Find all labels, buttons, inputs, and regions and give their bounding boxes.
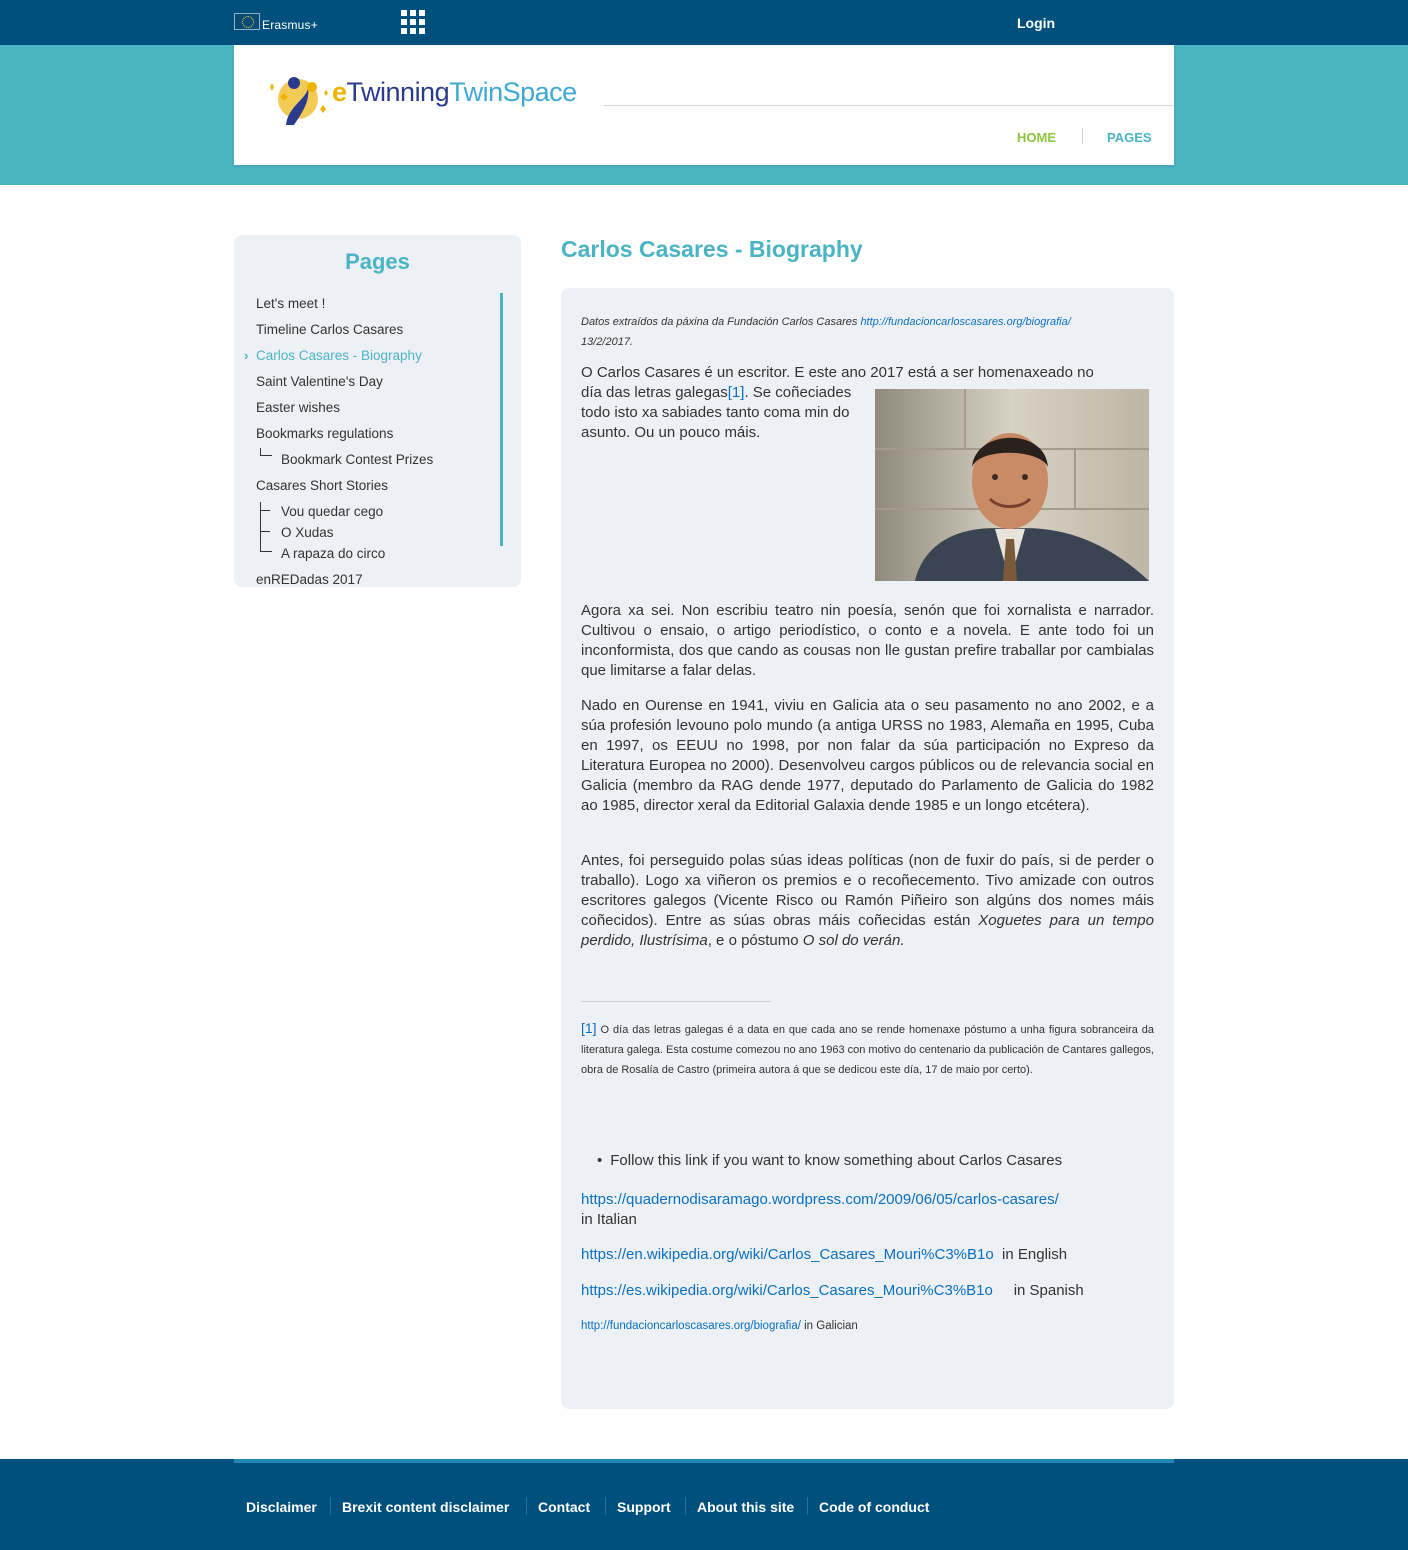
tree-connector <box>260 448 272 456</box>
sidebar-item-easter[interactable]: Easter wishes <box>256 400 341 415</box>
footnote-divider <box>581 1001 771 1002</box>
sidebar-subitem-bookmark-prizes[interactable]: Bookmark Contest Prizes <box>281 452 434 467</box>
footer-separator <box>807 1497 808 1515</box>
nav-separator <box>1082 128 1083 144</box>
sidebar-item-bookmarks[interactable]: Bookmarks regulations <box>256 426 394 441</box>
footer-separator <box>526 1497 527 1515</box>
sidebar-item-lets-meet[interactable]: Let's meet ! <box>256 296 326 311</box>
top-bar <box>0 0 1408 45</box>
nav-home[interactable]: HOME <box>1017 130 1056 145</box>
sidebar-item-short-stories[interactable]: Casares Short Stories <box>256 478 389 493</box>
link-italian-language: in Italian <box>581 1211 637 1228</box>
link-italian-url[interactable]: https://quadernodisaramago.wordpress.com/2009/06/05/carlos-casares/ <box>581 1191 1059 1208</box>
tree-connector <box>260 523 272 544</box>
works-text-b: , e o póstumo <box>707 932 803 949</box>
link-italian <box>581 1190 1059 1230</box>
source-note <box>581 312 1154 352</box>
works-text-a: Antes, foi perseguido polas súas ideas políticas (non de fuxir do país, si de perder o traballo). Logo xa viñeron os premios e o recoñecemento. Tivo amizade con outros escritores galegos (Vicente Risco ou Ramón Piñeiro son algúns dos nomes máis coñecidos). Entre as súas obras máis coñecidas están <box>581 852 1154 929</box>
link-english-language: in English <box>1002 1246 1068 1263</box>
etwinning-logo-icon <box>258 67 338 129</box>
tree-connector <box>260 544 272 552</box>
link-spanish-url[interactable]: https://es.wikipedia.org/wiki/Carlos_Casares_Mouri%C3%B1o <box>581 1282 993 1299</box>
footnote <box>581 1018 1154 1080</box>
intro-text-a: día das letras galegas <box>581 384 728 401</box>
tree-connector <box>260 502 272 523</box>
footnote-text: O día das letras galegas é a data en que cada ano se rende homenaxe póstumo a unha figura sobranceira da literatura galega. Esta costume comezou no ano 1963 con motivo do centenario da publicación de Cantares gallegos, obra de Rosalía de Castro (primeira autora á que se dedicou este día, 17 de maio por certo). <box>581 1024 1154 1076</box>
sidebar-title: Pages <box>345 249 410 274</box>
footer <box>0 1459 1408 1550</box>
footer-link-support[interactable]: Support <box>617 1499 671 1515</box>
link-galician-language: in Galician <box>804 1320 858 1332</box>
follow-link-bullet: • Follow this link if you want to know something about Carlos Casares <box>597 1152 1062 1169</box>
intro-text <box>581 383 871 443</box>
paragraph-career: Agora xa sei. Non escribiu teatro nin poesía, senón que foi xornalista e narrador. Cultivou o ensaio, o artigo periodístico, o conto e a novela. E ante todo foi un inconformista, dos que cando as cousas non lle gustan prefire traballar por cambialas que limitarse a falar delas. <box>581 602 1154 679</box>
erasmus-label[interactable]: Erasmus+ <box>262 18 318 32</box>
sidebar-item-biography[interactable]: Carlos Casares - Biography <box>256 348 422 363</box>
paragraph-works <box>581 851 1154 951</box>
footer-accent-rule <box>234 1459 1174 1463</box>
footer-link-contact[interactable]: Contact <box>538 1499 591 1515</box>
link-galician-url[interactable]: http://fundacioncarloscasares.org/biografia/ <box>581 1320 801 1332</box>
footer-link-code-of-conduct[interactable]: Code of conduct <box>819 1499 930 1515</box>
link-spanish-language: in Spanish <box>1013 1282 1084 1299</box>
paragraph-life: Nado en Ourense en 1941, viviu en Galicia ata o seu pasamento no ano 2002, e a súa profesión levouno polo mundo (a antiga URSS no 1983, Alemaña en 1995, Cuba en 1997, os EEUU no 1998, por non falar da súa participación no Expreso da Literatura Europea no 2000). Desenvolveu cargos públicos ou de relevancia social en Galicia (membro da RAG dende 1977, deputado do Parlamento de Galicia do 1982 ao 1985, director xeral da Editorial Galaxia dende 1985 e un longo etcétera). <box>581 697 1154 814</box>
sidebar-subitem-a-rapaza[interactable]: A rapaza do circo <box>281 546 386 561</box>
content-panel <box>561 288 1174 1409</box>
sidebar-item-valentines[interactable]: Saint Valentine's Day <box>256 374 383 389</box>
page-title: Carlos Casares - Biography <box>561 236 863 262</box>
sidebar-item-timeline[interactable]: Timeline Carlos Casares <box>256 322 404 337</box>
intro-line-1: O Carlos Casares é un escritor. E este ano 2017 está a ser homenaxeado no <box>581 364 1094 381</box>
header-divider <box>604 105 1174 106</box>
apps-grid-icon[interactable] <box>401 10 425 34</box>
footer-separator <box>605 1497 606 1515</box>
footer-link-brexit[interactable]: Brexit content disclaimer <box>342 1499 510 1515</box>
sidebar-scrollbar[interactable] <box>500 293 503 546</box>
header <box>234 45 1174 165</box>
works-titles: Xoguetes para un tempo perdido, Ilustrísima <box>581 912 1154 949</box>
footer-separator <box>685 1497 686 1515</box>
etwinning-logo[interactable] <box>258 67 578 127</box>
logo-wordmark: eTwinningTwinSpace <box>332 77 577 107</box>
source-prefix: Datos extraídos da páxina da Fundación Carlos Casares <box>581 316 861 328</box>
source-date: 13/2/2017. <box>581 336 633 348</box>
link-english <box>581 1245 1067 1265</box>
footer-link-disclaimer[interactable]: Disclaimer <box>246 1499 317 1515</box>
works-posthumous-title: O sol do verán. <box>802 932 905 949</box>
footnote-ref-link[interactable]: [1] <box>727 384 745 401</box>
sidebar-subitem-o-xudas[interactable]: O Xudas <box>281 525 334 540</box>
link-spanish <box>581 1281 1084 1301</box>
source-link[interactable]: http://fundacioncarloscasares.org/biografia/ <box>860 316 1071 328</box>
login-link[interactable]: Login <box>1017 15 1056 31</box>
footnote-backlink[interactable]: [1] <box>581 1020 597 1036</box>
sidebar-subitem-vou-quedar-cego[interactable]: Vou quedar cego <box>281 504 384 519</box>
link-english-url[interactable]: https://en.wikipedia.org/wiki/Carlos_Casares_Mouri%C3%B1o <box>581 1246 994 1263</box>
chevron-right-icon: › <box>244 348 249 363</box>
footer-link-about[interactable]: About this site <box>697 1499 795 1515</box>
link-galician <box>581 1320 858 1332</box>
footer-separator <box>330 1497 331 1515</box>
eu-flag-icon <box>234 13 260 30</box>
nav-pages[interactable]: PAGES <box>1107 130 1152 145</box>
sidebar-item-enredadas[interactable]: enREDadas 2017 <box>256 572 363 587</box>
intro-text-b: . Se coñeciades todo isto xa sabiades tanto coma min do asunto. Ou un pouco máis. <box>581 384 852 441</box>
pages-sidebar <box>234 235 521 587</box>
carlos-casares-photo <box>875 389 1149 581</box>
